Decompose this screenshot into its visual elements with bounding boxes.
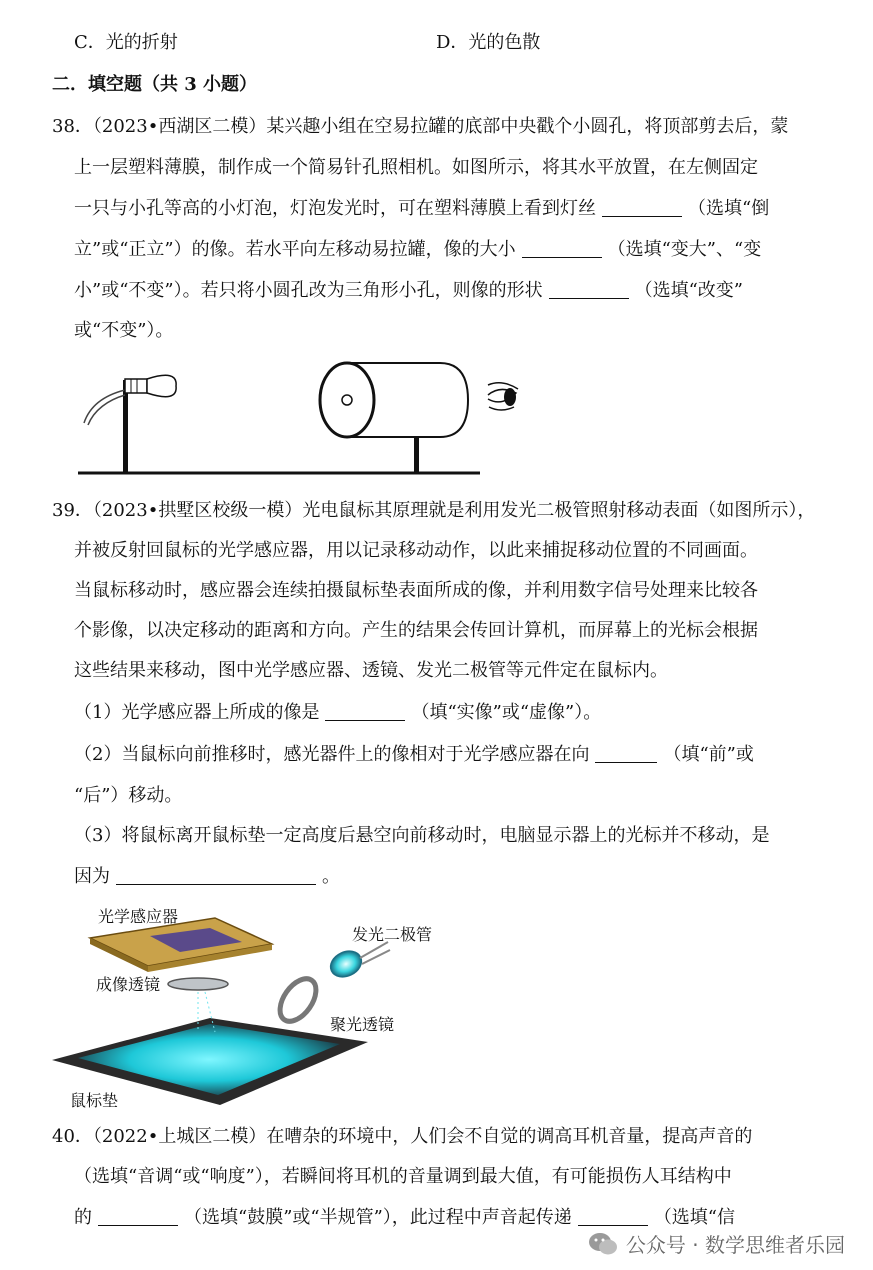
q38-line-3: 一只与小孔等高的小灯泡，灯泡发光时，可在塑料薄膜上看到灯丝 （选填“倒 [74, 198, 770, 219]
watermark-text: 公众号 · 数学思维者乐园 [625, 1233, 845, 1257]
pinhole-camera-figure [70, 355, 530, 480]
q38-line-5: 小”或“不变”）。若只将小圆孔改为三角形小孔，则像的形状 （选填“改变” [74, 280, 744, 301]
q38-blank-2[interactable] [522, 239, 602, 258]
watermark [588, 1229, 845, 1258]
label-mouse-pad: 鼠标垫 [70, 1091, 119, 1110]
q38-line-6: 或“不变”）。 [74, 320, 174, 341]
q39-sub-3-cont: 因为 。 [74, 866, 340, 887]
q39-sub-1: （1）光学感应器上所成的像是 （填“实像”或“虚像”）。 [74, 702, 602, 723]
label-imaging-lens: 成像透镜 [96, 975, 161, 994]
q39-sub-2: （2）当鼠标向前推移时，感光器件上的像相对于光学感应器在向 （填“前”或 [74, 744, 754, 765]
q39-line-4: 个影像，以决定移动的距离和方向。产生的结果会传回计算机，而屏幕上的光标会根据 [74, 620, 758, 641]
label-optical-sensor: 光学感应器 [98, 907, 179, 926]
q40-blank-2[interactable] [578, 1207, 648, 1226]
q40-line-1: 40．（2022•上城区二模）在嘈杂的环境中，人们会不自觉的调高耳机音量，提高声音的 [52, 1126, 753, 1147]
q38-blank-3[interactable] [549, 280, 629, 299]
label-led: 发光二极管 [352, 925, 433, 944]
q38-line-2: 上一层塑料薄膜，制作成一个简易针孔照相机。如图所示，将其水平放置，在左侧固定 [74, 157, 758, 178]
q38-blank-1[interactable] [602, 198, 682, 217]
q39-blank-1[interactable] [325, 702, 405, 721]
q39-line-2: 并被反射回鼠标的光学感应器，用以记录移动动作，以此来捕捉移动位置的不同画面。 [74, 540, 758, 561]
option-d: D．光的色散 [436, 32, 541, 53]
q39-blank-3[interactable] [116, 866, 316, 885]
wechat-icon [588, 1231, 618, 1257]
q40-line-2: （选填“音调“或“响度”），若瞬间将耳机的音量调到最大值，有可能损伤人耳结构中 [74, 1166, 732, 1187]
option-c: C．光的折射 [74, 32, 178, 53]
q40-line-3: 的 （选填“鼓膜”或“半规管”），此过程中声音起传递 （选填“信 [74, 1207, 736, 1228]
q39-sub-2-cont: “后”）移动。 [74, 785, 183, 806]
q39-line-1: 39．（2023•拱墅区校级一模）光电鼠标其原理就是利用发光二极管照射移动表面（如图所示）， [52, 500, 816, 521]
q40-blank-1[interactable] [98, 1207, 178, 1226]
q39-blank-2[interactable] [595, 744, 657, 763]
q38-line-1: 38．（2023•西湖区二模）某兴趣小组在空易拉罐的底部中央戳个小圆孔，将顶部剪去后，蒙 [52, 116, 789, 137]
q39-line-3: 当鼠标移动时，感应器会连续拍摄鼠标垫表面所成的像，并利用数字信号处理来比较各 [74, 580, 758, 601]
label-focusing-lens: 聚光透镜 [330, 1015, 395, 1034]
section-heading: 二．填空题（共 3 小题） [52, 74, 258, 95]
q39-sub-3: （3）将鼠标离开鼠标垫一定高度后悬空向前移动时，电脑显示器上的光标并不移动，是 [74, 825, 770, 846]
q39-line-5: 这些结果来移动，图中光学感应器、透镜、发光二极管等元件定在鼠标内。 [74, 660, 668, 681]
q38-line-4: 立”或“正立”）的像。若水平向左移动易拉罐，像的大小 （选填“变大”、“变 [74, 239, 762, 260]
